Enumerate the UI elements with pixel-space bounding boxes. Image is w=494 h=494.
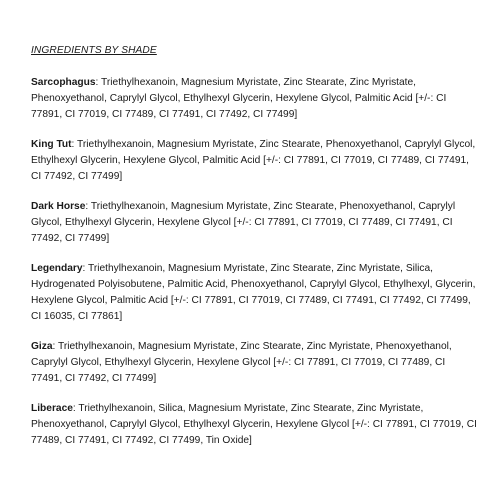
shade-ingredients: : Triethylhexanoin, Magnesium Myristate, Zinc Stearate, Phenoxyethanol, Caprylyl Glycol, Ethylhexyl Glycerin, Hexylene Glycol, Palmitic Acid [+/-: CI 77891, CI 77019, CI 77489, CI 77491, CI 77492, CI 77499]: [31, 139, 476, 182]
ingredients-document: [31, 44, 479, 463]
shade-ingredients: : Triethylhexanoin, Silica, Magnesium Myristate, Zinc Stearate, Zinc Myristate, Phenoxyethanol, Caprylyl Glycol, Ethylhexyl Glycerin, Hexylene Glycol [+/-: CI 77891, CI 77019, CI 77489, CI 77491, CI 77492, CI 77499, Tin Oxide]: [31, 403, 477, 446]
shade-entry-dark-horse: [31, 199, 479, 247]
shade-entry-giza: [31, 339, 479, 387]
document-heading: INGREDIENTS BY SHADE: [31, 45, 157, 56]
shade-ingredients: : Triethylhexanoin, Magnesium Myristate, Zinc Stearate, Phenoxyethanol, Caprylyl Glycol, Ethylhexyl Glycerin, Hexylene Glycol [+/-: CI 77891, CI 77019, CI 77489, CI 77491, CI 77492, CI 77499]: [31, 201, 456, 244]
shade-entry-liberace: [31, 401, 479, 449]
shade-ingredients: : Triethylhexanoin, Magnesium Myristate, Zinc Stearate, Zinc Myristate, Silica, Hydrogenated Polyisobutene, Palmitic Acid, Phenoxyethanol, Caprylyl Glycol, Ethylhexyl, Glycerin, Hexylene Glycol, Palmitic Acid [+/-: CI 77891, CI 77019, CI 77489, CI 77491, CI 77492, CI 77499, CI 16035, CI 77861]: [31, 263, 476, 322]
shade-name: Legendary: [31, 263, 83, 274]
shade-ingredients: : Triethylhexanoin, Magnesium Myristate, Zinc Stearate, Zinc Myristate, Phenoxyethanol, Caprylyl Glycol, Ethylhexyl Glycerin, Hexylene Glycol [+/-: CI 77891, CI 77019, CI 77489, CI 77491, CI 77492, CI 77499]: [31, 341, 452, 384]
shade-entry-sarcophagus: [31, 75, 479, 123]
shade-name: King Tut: [31, 139, 72, 150]
shade-ingredients: : Triethylhexanoin, Magnesium Myristate, Zinc Stearate, Zinc Myristate, Phenoxyethanol, Caprylyl Glycol, Ethylhexyl Glycerin, Hexylene Glycol, Palmitic Acid [+/-: CI 77891, CI 77019, CI 77489, CI 77491, CI 77492, CI 77499]: [31, 77, 447, 120]
shade-name: Sarcophagus: [31, 77, 96, 88]
shade-name: Dark Horse: [31, 201, 86, 212]
shade-entry-legendary: [31, 261, 479, 325]
shade-entry-king-tut: [31, 137, 479, 185]
shade-name: Giza: [31, 341, 53, 352]
shade-name: Liberace: [31, 403, 73, 414]
